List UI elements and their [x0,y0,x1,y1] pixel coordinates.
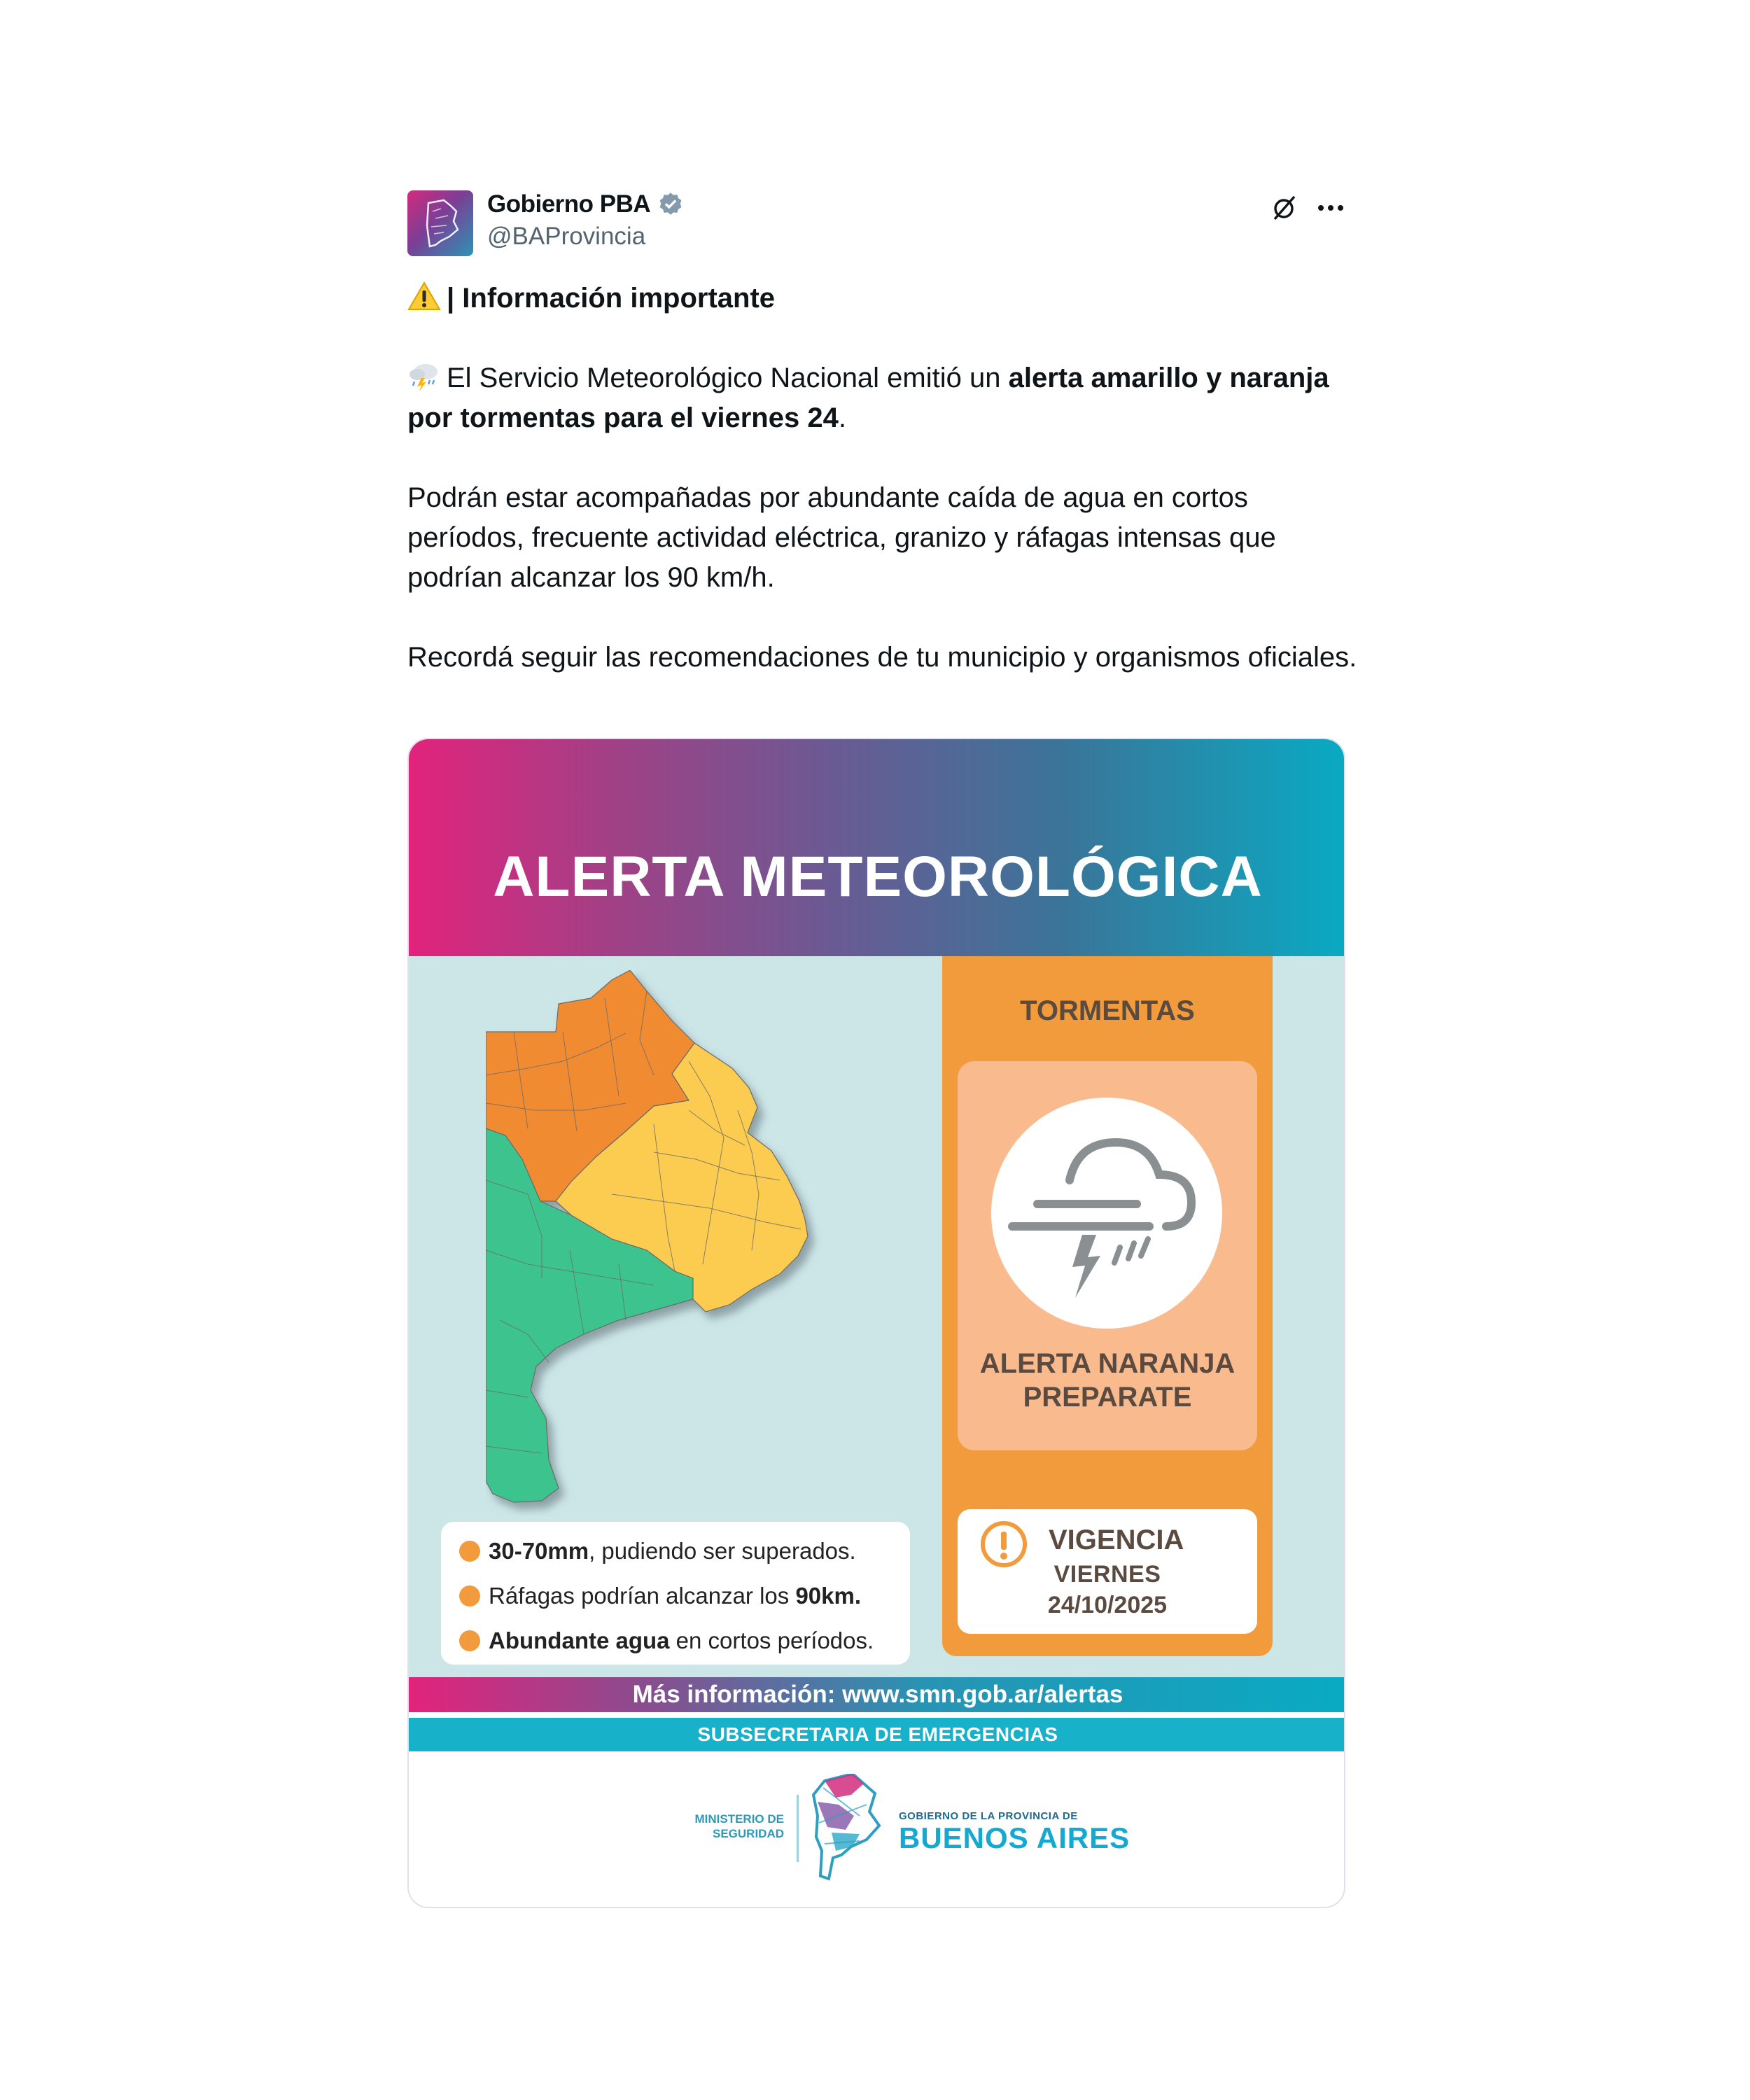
province-logo-icon [811,1774,893,1883]
more-options-icon [1317,204,1345,212]
alert-panel [409,956,1345,1677]
author-name[interactable] [487,190,684,218]
legend-item [459,1618,892,1663]
legend-item-text: , pudiendo ser superados. [589,1538,856,1564]
province-alert-map [486,970,878,1516]
tweet-paragraph-1 [407,358,1359,438]
alert-legend [441,1522,910,1665]
alert-column [942,956,1273,1656]
alert-banner [409,739,1345,956]
storm-wind-cloud-icon [991,1098,1222,1329]
legend-item-bold: Abundante agua [489,1628,670,1653]
vigencia-title: VIGENCIA [1049,1525,1184,1555]
tweet-heading-text: | Información importante [447,283,776,314]
tweet-p1-start: El Servicio Meteorológico Nacional emitió un [447,363,1009,393]
alert-title: ALERTA METEOROLÓGICA [493,845,1263,909]
alert-level-line-2: PREPARATE [1023,1382,1192,1413]
phenomenon-label: TORMENTAS [1020,995,1195,1026]
subsecretaria-bar: SUBSECRETARIA DE EMERGENCIAS [409,1718,1345,1751]
ministerio-line-2: SEGURIDAD [712,1827,784,1840]
logo-divider [797,1795,799,1862]
tweet-paragraph-2: Podrán estar acompañadas por abundante caída de agua en cortos períodos, frecuente actividad eléctrica, granizo y ráfagas intensas que podrían alcanzar los 90 km/h. [407,482,1276,593]
gobierno-label-small: GOBIERNO DE LA PROVINCIA DE [899,1810,1078,1822]
vigencia-box [958,1509,1257,1634]
legend-item-bold: 90km [795,1583,855,1609]
tweet-p1-bold: alerta amarillo y naranja por tormentas para el viernes 24 [407,363,1329,433]
tweet-media-image[interactable] [407,738,1345,1908]
vigencia-day: VIERNES [1054,1561,1161,1588]
legend-item-bold: 30-70mm [489,1538,589,1564]
more-info-bar: Más información: www.smn.gob.ar/alertas [409,1677,1345,1712]
warning-emoji-icon [407,281,441,312]
province-map-avatar-icon [407,190,473,256]
legend-item-text: en cortos períodos. [669,1628,874,1653]
grok-button[interactable] [1267,190,1302,225]
legend-item-text: Ráfagas podrían alcanzar los [489,1583,796,1609]
ministerio-line-1: MINISTERIO DE [694,1812,784,1826]
tweet-p1-end: . [838,402,846,433]
legend-item [459,1574,892,1618]
tweet-heading [407,279,1359,318]
more-options-button[interactable] [1313,190,1348,225]
storm-icon-circle [991,1098,1222,1329]
legend-bullet [459,1586,480,1606]
author-avatar[interactable] [407,190,473,256]
tweet-paragraph-3: Recordá seguir las recomendaciones de tu municipio y organismos oficiales. [407,642,1357,673]
legend-bullet [459,1541,480,1562]
verified-badge-icon [657,191,684,218]
author-handle[interactable]: @BAProvincia [487,223,646,250]
legend-item [459,1529,892,1574]
alert-level-line-1: ALERTA NARANJA [979,1348,1236,1379]
alert-level-text [958,1347,1257,1414]
gobierno-label-big: BUENOS AIRES [899,1821,1130,1854]
thunder-cloud-emoji-icon [407,360,441,391]
ministerio-logo-text [658,1812,784,1841]
tweet-text [407,279,1359,678]
alert-level-box [958,1061,1257,1450]
vigencia-date: 24/10/2025 [1047,1592,1168,1618]
legend-item-end: . [854,1583,862,1609]
author-name-text: Gobierno PBA [487,190,651,218]
legend-bullet [459,1630,480,1651]
grok-icon [1270,194,1298,222]
